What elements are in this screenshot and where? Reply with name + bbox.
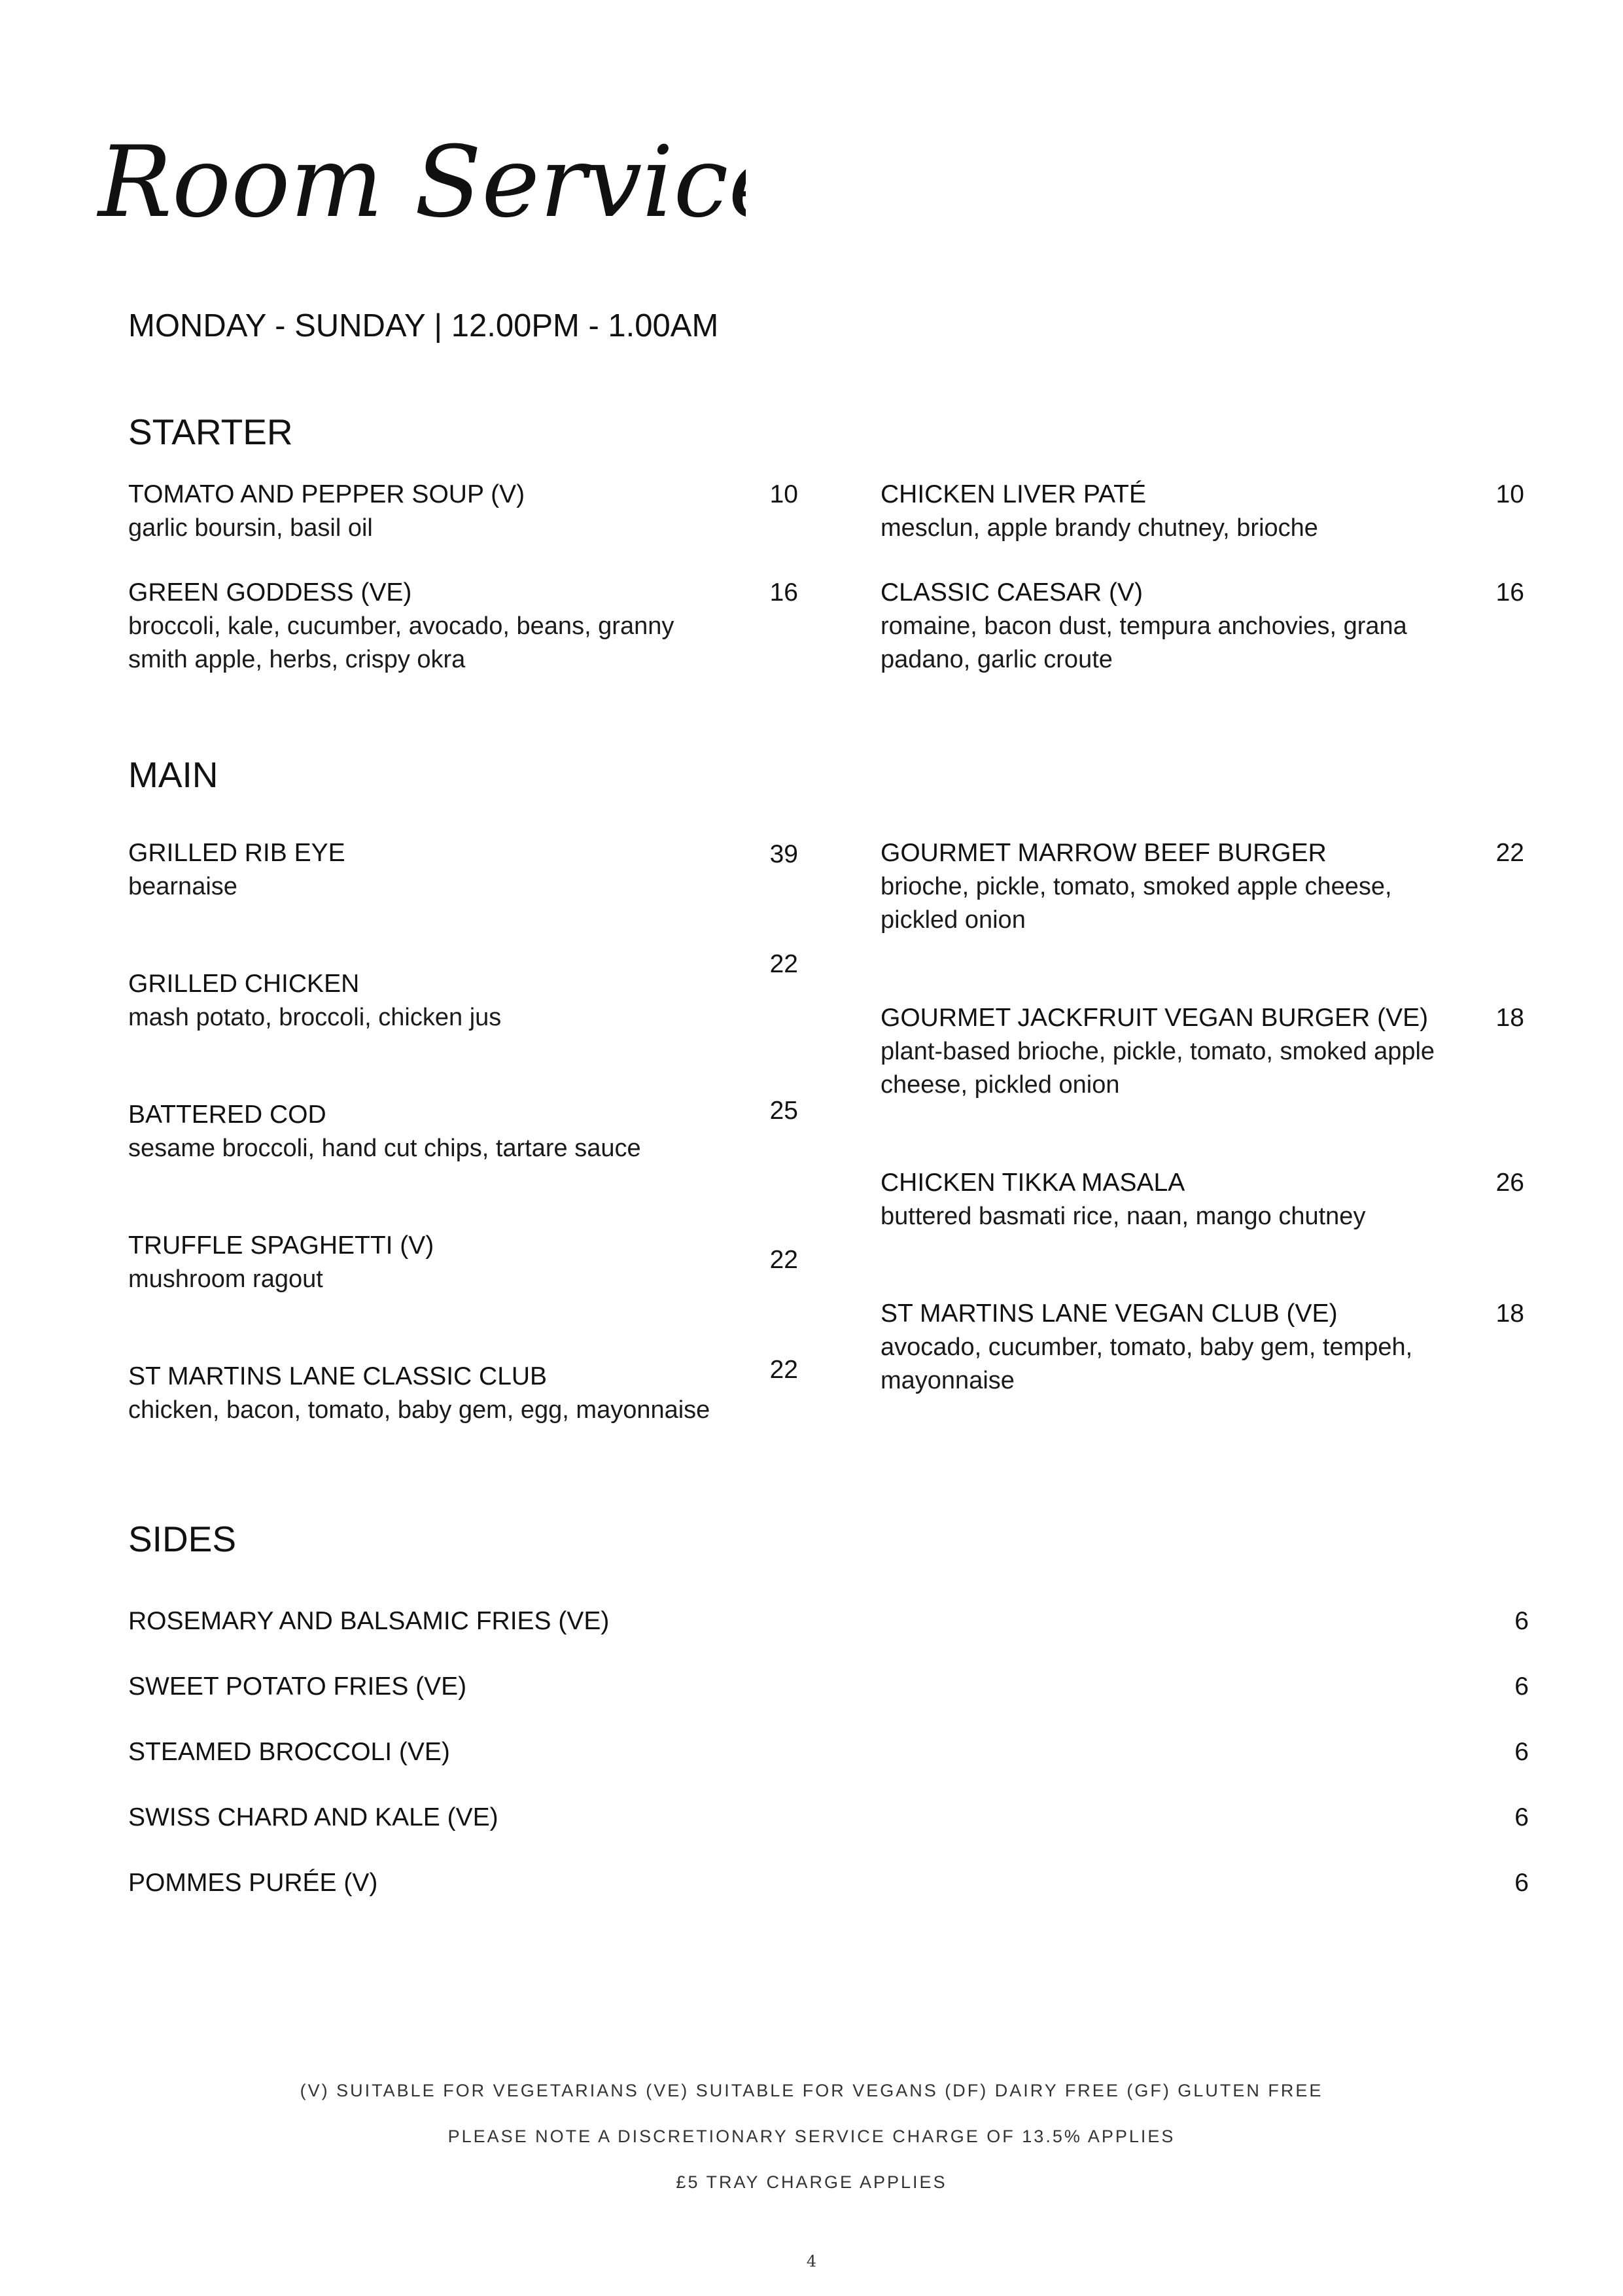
item-description: chicken, bacon, tomato, baby gem, egg, mayonnaise xyxy=(128,1396,710,1424)
item-name: CHICKEN TIKKA MASALA xyxy=(881,1169,1185,1197)
menu-item xyxy=(128,967,730,1034)
item-price: 10 xyxy=(769,480,798,508)
page-number: 4 xyxy=(806,2252,817,2270)
item-price: 16 xyxy=(769,578,798,607)
item-price: 22 xyxy=(769,1246,798,1274)
side-item-name: POMMES PURÉE (V) xyxy=(128,1869,378,1897)
side-item-name: ROSEMARY AND BALSAMIC FRIES (VE) xyxy=(128,1607,610,1635)
item-description: mash potato, broccoli, chicken jus xyxy=(128,1004,502,1031)
tray-charge-note: £5 TRAY CHARGE APPLIES xyxy=(676,2172,947,2192)
item-description: broccoli, kale, cucumber, avocado, beans, granny smith apple, herbs, crispy okra xyxy=(128,612,674,673)
menu-item xyxy=(128,1360,730,1427)
item-price: 22 xyxy=(769,950,798,978)
item-description: buttered basmati rice, naan, mango chutney xyxy=(881,1203,1366,1230)
item-price: 18 xyxy=(1495,1299,1524,1328)
item-description: plant-based brioche, pickle, tomato, smoked apple cheese, pickled onion xyxy=(881,1038,1435,1099)
item-name: ST MARTINS LANE CLASSIC CLUB xyxy=(128,1362,548,1390)
item-description: avocado, cucumber, tomato, baby gem, tempeh, mayonnaise xyxy=(881,1333,1413,1394)
menu-item xyxy=(128,836,730,904)
section-heading-main: MAIN xyxy=(128,754,218,795)
menu-item xyxy=(881,1001,1437,1102)
menu-item xyxy=(128,478,717,545)
menu-item xyxy=(128,1098,730,1165)
item-name: CLASSIC CAESAR (V) xyxy=(881,578,1143,607)
item-price: 16 xyxy=(1495,578,1524,607)
section-heading-sides: SIDES xyxy=(128,1519,237,1559)
page-title xyxy=(92,85,746,281)
side-item-name: SWISS CHARD AND KALE (VE) xyxy=(128,1803,498,1831)
section-heading-starter: STARTER xyxy=(128,412,293,452)
side-item-price: 6 xyxy=(1514,1803,1529,1831)
title-text: Room Service xyxy=(98,126,746,239)
menu-item xyxy=(881,836,1469,937)
service-charge-note: PLEASE NOTE A DISCRETIONARY SERVICE CHARGE OF 13.5% APPLIES xyxy=(447,2127,1176,2146)
item-description: romaine, bacon dust, tempura anchovies, grana padano, garlic croute xyxy=(881,612,1407,673)
item-name: GOURMET MARROW BEEF BURGER xyxy=(881,839,1327,867)
menu-item xyxy=(881,576,1423,677)
item-price: 25 xyxy=(769,1097,798,1125)
item-name: TOMATO AND PEPPER SOUP (V) xyxy=(128,480,525,508)
side-item-name: STEAMED BROCCOLI (VE) xyxy=(128,1738,450,1766)
menu-item xyxy=(881,478,1469,545)
item-name: GRILLED CHICKEN xyxy=(128,970,360,998)
item-name: TRUFFLE SPAGHETTI (V) xyxy=(128,1231,434,1260)
side-item-price: 6 xyxy=(1514,1607,1529,1635)
dietary-legend: (V) SUITABLE FOR VEGETARIANS (VE) SUITABLE FOR VEGANS (DF) DAIRY FREE (GF) GLUTEN FREE xyxy=(300,2081,1323,2100)
item-price: 18 xyxy=(1495,1004,1524,1032)
item-description: mesclun, apple brandy chutney, brioche xyxy=(881,514,1318,542)
item-description: brioche, pickle, tomato, smoked apple cheese, pickled onion xyxy=(881,873,1392,934)
side-item-price: 6 xyxy=(1514,1672,1529,1701)
title-script xyxy=(92,85,746,281)
side-item-price: 6 xyxy=(1514,1738,1529,1766)
item-price: 26 xyxy=(1495,1169,1524,1197)
item-name: BATTERED COD xyxy=(128,1101,326,1129)
menu-item xyxy=(881,1166,1469,1233)
item-description: garlic boursin, basil oil xyxy=(128,514,373,542)
item-description: mushroom ragout xyxy=(128,1265,323,1293)
item-price: 22 xyxy=(769,1356,798,1384)
item-name: ST MARTINS LANE VEGAN CLUB (VE) xyxy=(881,1299,1338,1328)
item-name: CHICKEN LIVER PATÉ xyxy=(881,480,1146,508)
item-price: 10 xyxy=(1495,480,1524,508)
menu-item xyxy=(128,1229,730,1296)
item-description: sesame broccoli, hand cut chips, tartare sauce xyxy=(128,1135,641,1162)
side-item-name: SWEET POTATO FRIES (VE) xyxy=(128,1672,467,1701)
item-name: GRILLED RIB EYE xyxy=(128,839,345,867)
service-hours: MONDAY - SUNDAY | 12.00PM - 1.00AM xyxy=(128,308,719,344)
item-price: 39 xyxy=(769,840,798,868)
menu-item xyxy=(881,1297,1437,1398)
menu-item xyxy=(128,576,704,677)
item-name: GREEN GODDESS (VE) xyxy=(128,578,412,607)
item-name: GOURMET JACKFRUIT VEGAN BURGER (VE) xyxy=(881,1004,1429,1032)
item-description: bearnaise xyxy=(128,873,237,900)
item-price: 22 xyxy=(1495,839,1524,867)
side-item-price: 6 xyxy=(1514,1869,1529,1897)
